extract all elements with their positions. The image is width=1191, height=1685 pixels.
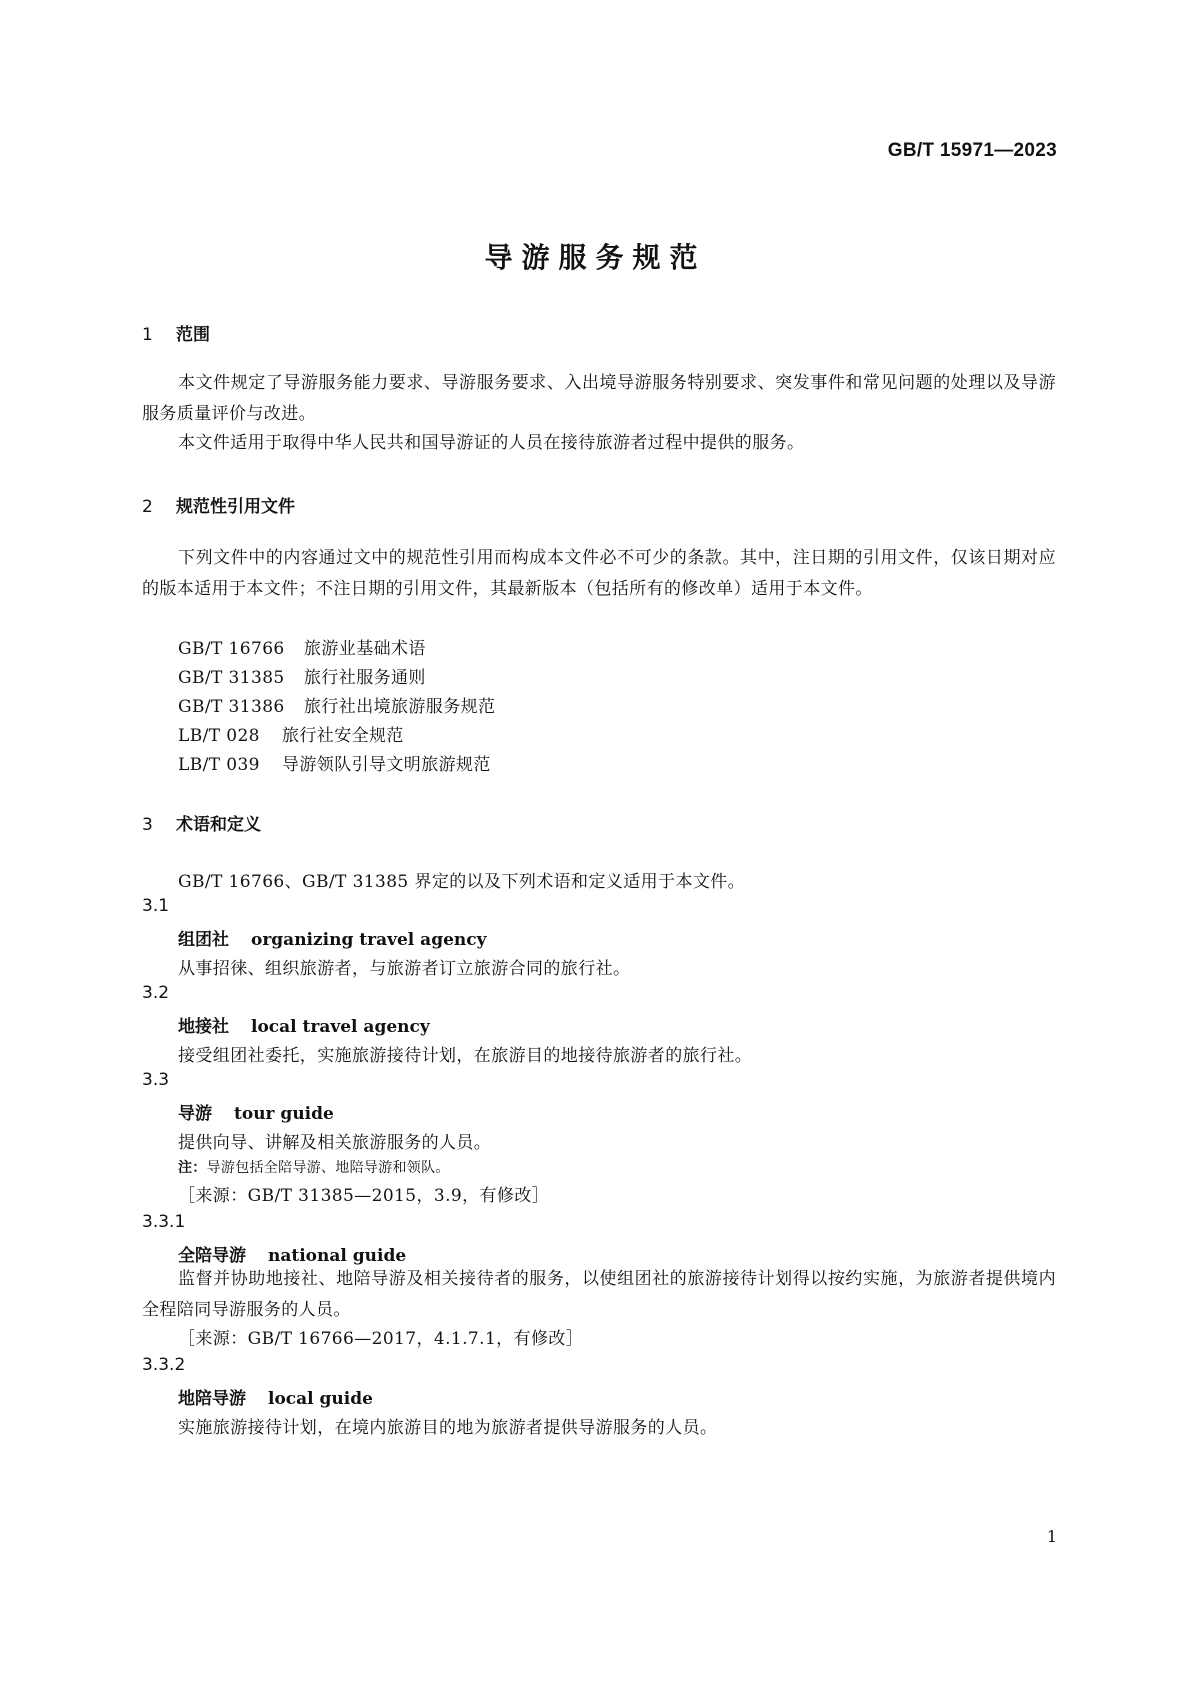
- section-number: 2: [142, 497, 153, 517]
- section-number: 3: [142, 815, 153, 835]
- term-en: organizing travel agency: [251, 930, 487, 950]
- term-en: local guide: [268, 1389, 373, 1409]
- note-text: 导游包括全陪导游、地陪导游和领队。: [206, 1160, 450, 1176]
- reference-title: 旅行社服务通则: [304, 668, 426, 688]
- reference-title: 导游领队引导文明旅游规范: [282, 755, 491, 775]
- term-cn: 导游: [178, 1104, 212, 1124]
- term-source: ［来源：GB/T 31385—2015，3.9，有修改］: [178, 1186, 550, 1206]
- term-cn: 地陪导游: [178, 1389, 246, 1409]
- term-note: [178, 1157, 450, 1177]
- section-title: 术语和定义: [176, 815, 261, 835]
- reference-code: GB/T 31385: [178, 668, 285, 688]
- term-definition: 接受组团社委托，实施旅游接待计划，在旅游目的地接待旅游者的旅行社。: [178, 1046, 753, 1066]
- term-definition: 从事招徕、组织旅游者，与旅游者订立旅游合同的旅行社。: [178, 959, 631, 979]
- term-number: 3.3.2: [142, 1355, 186, 1375]
- page-number: 1: [1046, 1527, 1057, 1546]
- term-cn: 全陪导游: [178, 1246, 246, 1266]
- term-en: national guide: [268, 1246, 407, 1266]
- reference-item: [178, 750, 491, 775]
- term-heading: [178, 1241, 406, 1266]
- section-3-intro: GB/T 16766、GB/T 31385 界定的以及下列术语和定义适用于本文件。: [178, 872, 746, 892]
- term-number: 3.3: [142, 1070, 170, 1090]
- reference-item: [178, 721, 404, 746]
- section-title: 范围: [176, 325, 210, 345]
- term-cn: 组团社: [178, 930, 229, 950]
- section-1-paragraph-2: 本文件适用于取得中华人民共和国导游证的人员在接待旅游者过程中提供的服务。: [178, 433, 805, 453]
- reference-title: 旅游业基础术语: [304, 639, 426, 659]
- term-definition: 监督并协助地接社、地陪导游及相关接待者的服务，以使组团社的旅游接待计划得以按约实施，为旅游者提供境内全程陪同导游服务的人员。: [142, 1269, 1056, 1320]
- section-1-paragraph-1: 本文件规定了导游服务能力要求、导游服务要求、入出境导游服务特别要求、突发事件和常见问题的处理以及导游服务质量评价与改进。: [142, 373, 1056, 424]
- reference-code: GB/T 16766: [178, 639, 285, 659]
- term-heading: [178, 1012, 430, 1037]
- document-title: 导游服务规范: [484, 241, 707, 274]
- reference-code: LB/T 039: [178, 755, 260, 775]
- section-2-heading: [142, 492, 295, 517]
- term-en: tour guide: [234, 1104, 334, 1124]
- term-heading: [178, 925, 487, 950]
- term-cn: 地接社: [178, 1017, 229, 1037]
- term-number: 3.2: [142, 983, 170, 1003]
- reference-item: [178, 634, 426, 659]
- reference-code: LB/T 028: [178, 726, 260, 746]
- reference-title: 旅行社出境旅游服务规范: [304, 697, 496, 717]
- term-heading: [178, 1384, 373, 1409]
- section-title: 规范性引用文件: [176, 497, 295, 517]
- section-1-heading: [142, 320, 210, 345]
- note-label: 注：: [178, 1160, 207, 1176]
- term-en: local travel agency: [251, 1017, 430, 1037]
- reference-item: [178, 663, 426, 688]
- term-number: 3.3.1: [142, 1212, 186, 1232]
- term-definition: 提供向导、讲解及相关旅游服务的人员。: [178, 1133, 492, 1153]
- section-3-heading: [142, 810, 261, 835]
- reference-title: 旅行社安全规范: [282, 726, 404, 746]
- term-heading: [178, 1099, 334, 1124]
- reference-code: GB/T 31386: [178, 697, 285, 717]
- section-number: 1: [142, 325, 153, 345]
- term-definition: 实施旅游接待计划，在境内旅游目的地为旅游者提供导游服务的人员。: [178, 1418, 718, 1438]
- term-number: 3.1: [142, 896, 170, 916]
- reference-item: [178, 692, 495, 717]
- section-2-paragraph-1: 下列文件中的内容通过文中的规范性引用而构成本文件必不可少的条款。其中，注日期的引用文件，仅该日期对应的版本适用于本文件；不注日期的引用文件，其最新版本（包括所有的修改单）适用于本文件。: [142, 548, 1056, 599]
- term-source: ［来源：GB/T 16766—2017，4.1.7.1，有修改］: [178, 1329, 584, 1349]
- standard-code: GB/T 15971—2023: [887, 140, 1057, 161]
